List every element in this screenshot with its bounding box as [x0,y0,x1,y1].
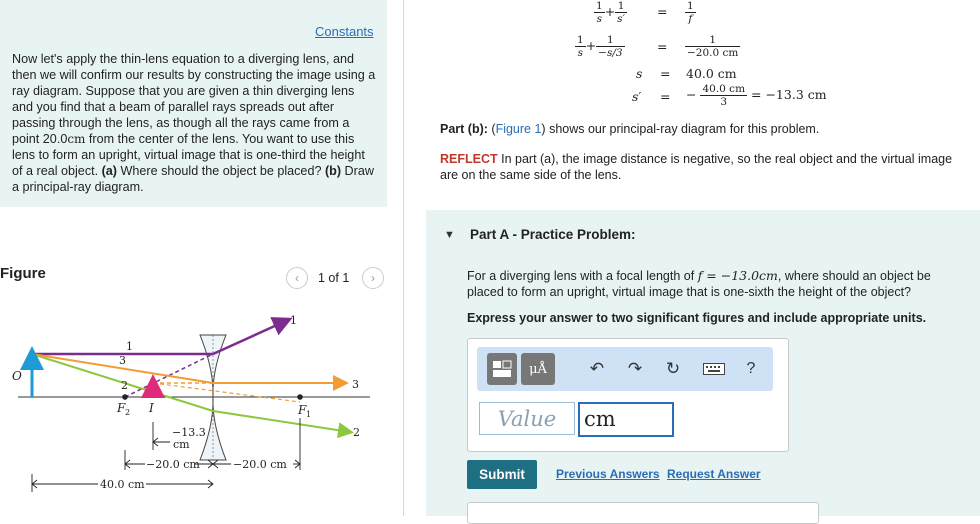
value-input[interactable]: Value [479,402,575,435]
ray-1-label-left: 1 [126,340,133,353]
reflect-label: REFLECT [440,152,498,166]
figure-title: Figure [0,265,46,282]
ray-1-label-right: 1 [290,314,297,327]
equation-line-3-rhs: 40.0 cm [686,66,737,81]
equation-line-1: $\frac{1}{s}$ + $\frac{1}{s'}$ [596,0,625,25]
part-a-text: Where should the object be placed? [117,164,325,178]
f2-label: F [117,401,126,415]
previous-answers-link[interactable]: Previous Answers [556,467,660,481]
problem-intro: Now let's apply the thin-lens equation to a diverging lens, and then we will confirm our results by constructing the image using a ray diagram. Suppose that you are given a thin diverging lens and you find that a beam of parallel rays spreads out after passing through the lens, as though all the rays came from a point 20.0 [12,52,376,146]
request-answer-link[interactable]: Request Answer [667,467,761,481]
template-icon [492,360,512,378]
ray-3-label-right: 3 [352,378,359,391]
problem-intro2: from the center of the lens. You want to use this lens to form an upright, virtual image that is one-third the height of a real object. [12,132,365,178]
dist-image-label: −13.3 [172,426,206,439]
feedback-panel [467,502,819,524]
answer-instruction: Express your answer to two significant figures and include appropriate units. [467,311,927,325]
practice-problem-title[interactable]: Part A - Practice Problem: [470,227,636,242]
help-icon[interactable]: ? [746,360,756,377]
problem-text [12,51,376,195]
units-input[interactable]: cm [578,402,674,437]
next-figure-button[interactable]: › [362,267,384,289]
f2-subscript: 2 [125,408,131,417]
equation-line-4-equals: = [660,89,671,104]
keyboard-glyph [703,363,725,375]
reset-icon[interactable]: ↻ [665,359,681,378]
dist-image-unit: cm [173,438,190,451]
math-toolbar [477,347,773,391]
practice-question: For a diverging lens with a focal length of f = −13.0cm, where should an object be placed to form an upright, virtual image that is one-sixth the height of the object? [467,268,931,299]
equation-line-2: $\frac{1}{s}$ + $\frac{1}{-s/3}$ [577,34,623,59]
undo-icon[interactable]: ↶ [589,359,605,378]
units-button[interactable]: μÅ [521,353,555,385]
submit-button[interactable]: Submit [467,460,537,489]
problem-intro-unit: cm [67,132,86,146]
dist-left-label: −20.0 cm [146,458,200,471]
focal-point-f2 [122,394,128,400]
f1-label: F [298,403,307,417]
ray-diagram [0,310,387,510]
part-b-label: (b) [324,164,342,178]
equation-line-2-equals: = [657,39,668,54]
figure-counter: 1 of 1 [318,271,350,285]
previous-figure-button[interactable]: ‹ [286,267,308,289]
templates-button[interactable] [487,353,517,385]
reflect-note [440,151,960,183]
redo-icon[interactable]: ↷ [627,359,643,378]
focal-length-math: f = −13.0cm [697,268,778,283]
equation-line-4-rhs: − $\frac{40.0 cm}{3}$ = −13.3 cm [686,83,827,108]
focal-point-f1 [297,394,303,400]
part-b-statement: Part (b): (Figure 1) shows our principal-ray diagram for this problem. [440,122,820,136]
ray-3-label-left: 3 [119,354,126,367]
dist-object-label: 40.0 cm [100,478,145,491]
reflect-body: In part (a), the image distance is negative, so the real object and the virtual image are on the same side of the lens. [440,152,953,182]
f1-subscript: 1 [306,410,312,419]
equation-line-2-rhs: $\frac{1}{-20.0 cm}$ [687,34,739,59]
part-b-text: Draw a principal-ray diagram. [12,164,374,194]
ray-2-label-right: 2 [353,426,360,439]
keyboard-icon[interactable] [699,353,729,385]
dist-right-label: −20.0 cm [233,458,287,471]
equation-line-1-equals: = [657,4,668,19]
ray-2-label-left: 2 [121,379,128,392]
object-label: O [12,369,22,383]
equation-line-1-rhs: $\frac{1}{f}$ [687,0,694,25]
equation-line-4-lhs: s′ [632,89,642,104]
pane-divider [403,0,404,516]
equation-line-3-lhs: s [636,66,643,81]
image-label: I [149,401,154,415]
collapse-chevron-icon[interactable]: ▼ [444,229,455,241]
part-b-heading: Part (b): [440,122,488,136]
constants-link[interactable]: Constants [315,24,374,39]
equation-line-3-equals: = [660,66,671,81]
figure-1-link[interactable]: Figure 1 [495,122,542,136]
part-a-label: (a) [101,164,118,178]
